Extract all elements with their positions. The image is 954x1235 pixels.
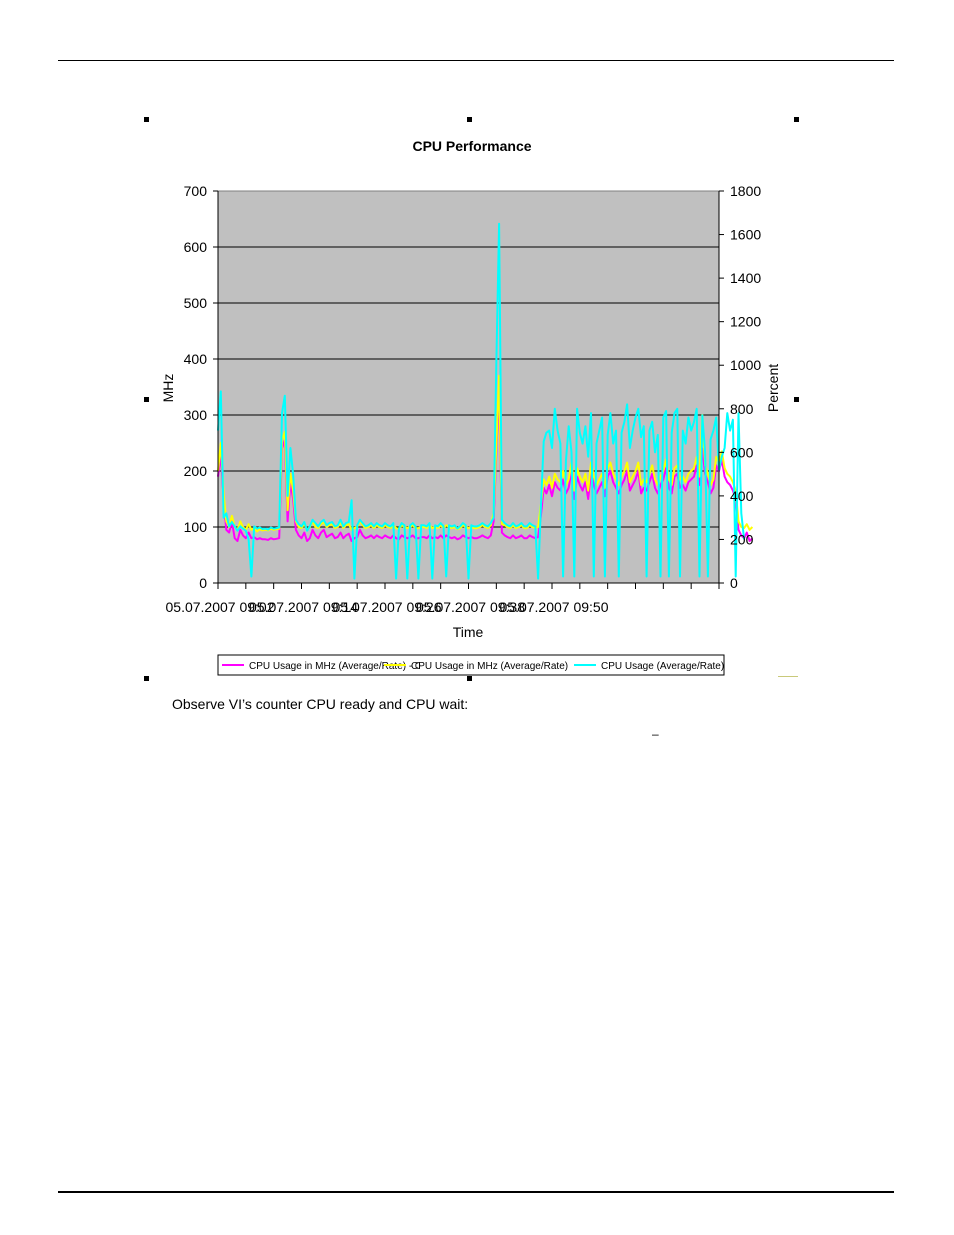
cpu-performance-chart[interactable] — [140, 110, 810, 680]
y-tick-label: 200 — [183, 463, 207, 479]
y2-tick-label: 0 — [730, 575, 738, 591]
y-tick-label: 500 — [183, 295, 207, 311]
footer-rule — [58, 1191, 894, 1193]
y2-tick-label: 800 — [730, 400, 754, 417]
legend-label-2: CPU Usage (Average/Rate) — [601, 661, 725, 672]
legend — [218, 655, 724, 675]
body-text-caption: Observe VI’s counter CPU ready and CPU wait: — [172, 696, 469, 712]
y2-tick-label: 1000 — [730, 357, 762, 374]
x-tick-label: 05.07.2007 09:38 — [416, 599, 525, 615]
y-tick-label: 300 — [183, 407, 207, 423]
legend-label-1: CPU Usage in MHz (Average/Rate) — [411, 661, 569, 672]
y2-tick-label: 600 — [730, 444, 754, 461]
x-tick-label: 05.07.2007 09:50 — [499, 599, 609, 615]
y2-tick-label: 200 — [730, 531, 754, 548]
x-tick-label: 05.07.2007 09:26 — [332, 599, 442, 615]
stray-dash: – — [652, 727, 659, 741]
y2-tick-label: 1800 — [730, 183, 762, 199]
y-axis-label: MHz — [160, 373, 176, 403]
legend-label-0: CPU Usage in MHz (Average/Rate) - 0 — [249, 661, 421, 672]
y2-tick-label: 1200 — [730, 313, 762, 330]
y2-tick-label: 1400 — [730, 270, 762, 287]
x-axis-label: Time — [452, 624, 484, 640]
x-tick-label: 05.07.2007 09:14 — [249, 599, 358, 615]
y-tick-label: 0 — [199, 575, 207, 591]
y-tick-label: 100 — [183, 519, 207, 535]
y2-tick-label: 400 — [730, 487, 754, 504]
plot-area — [218, 191, 719, 583]
x-tick-label: 05.07.2007 09:02 — [165, 599, 275, 615]
chart-title: CPU Performance — [412, 138, 532, 154]
header-rule — [58, 60, 894, 61]
y-tick-label: 400 — [183, 351, 207, 367]
y2-tick-label: 1600 — [730, 226, 762, 243]
y2-axis-label: Percent — [765, 363, 781, 413]
y-tick-label: 700 — [183, 183, 207, 199]
y-tick-label: 600 — [183, 239, 207, 255]
